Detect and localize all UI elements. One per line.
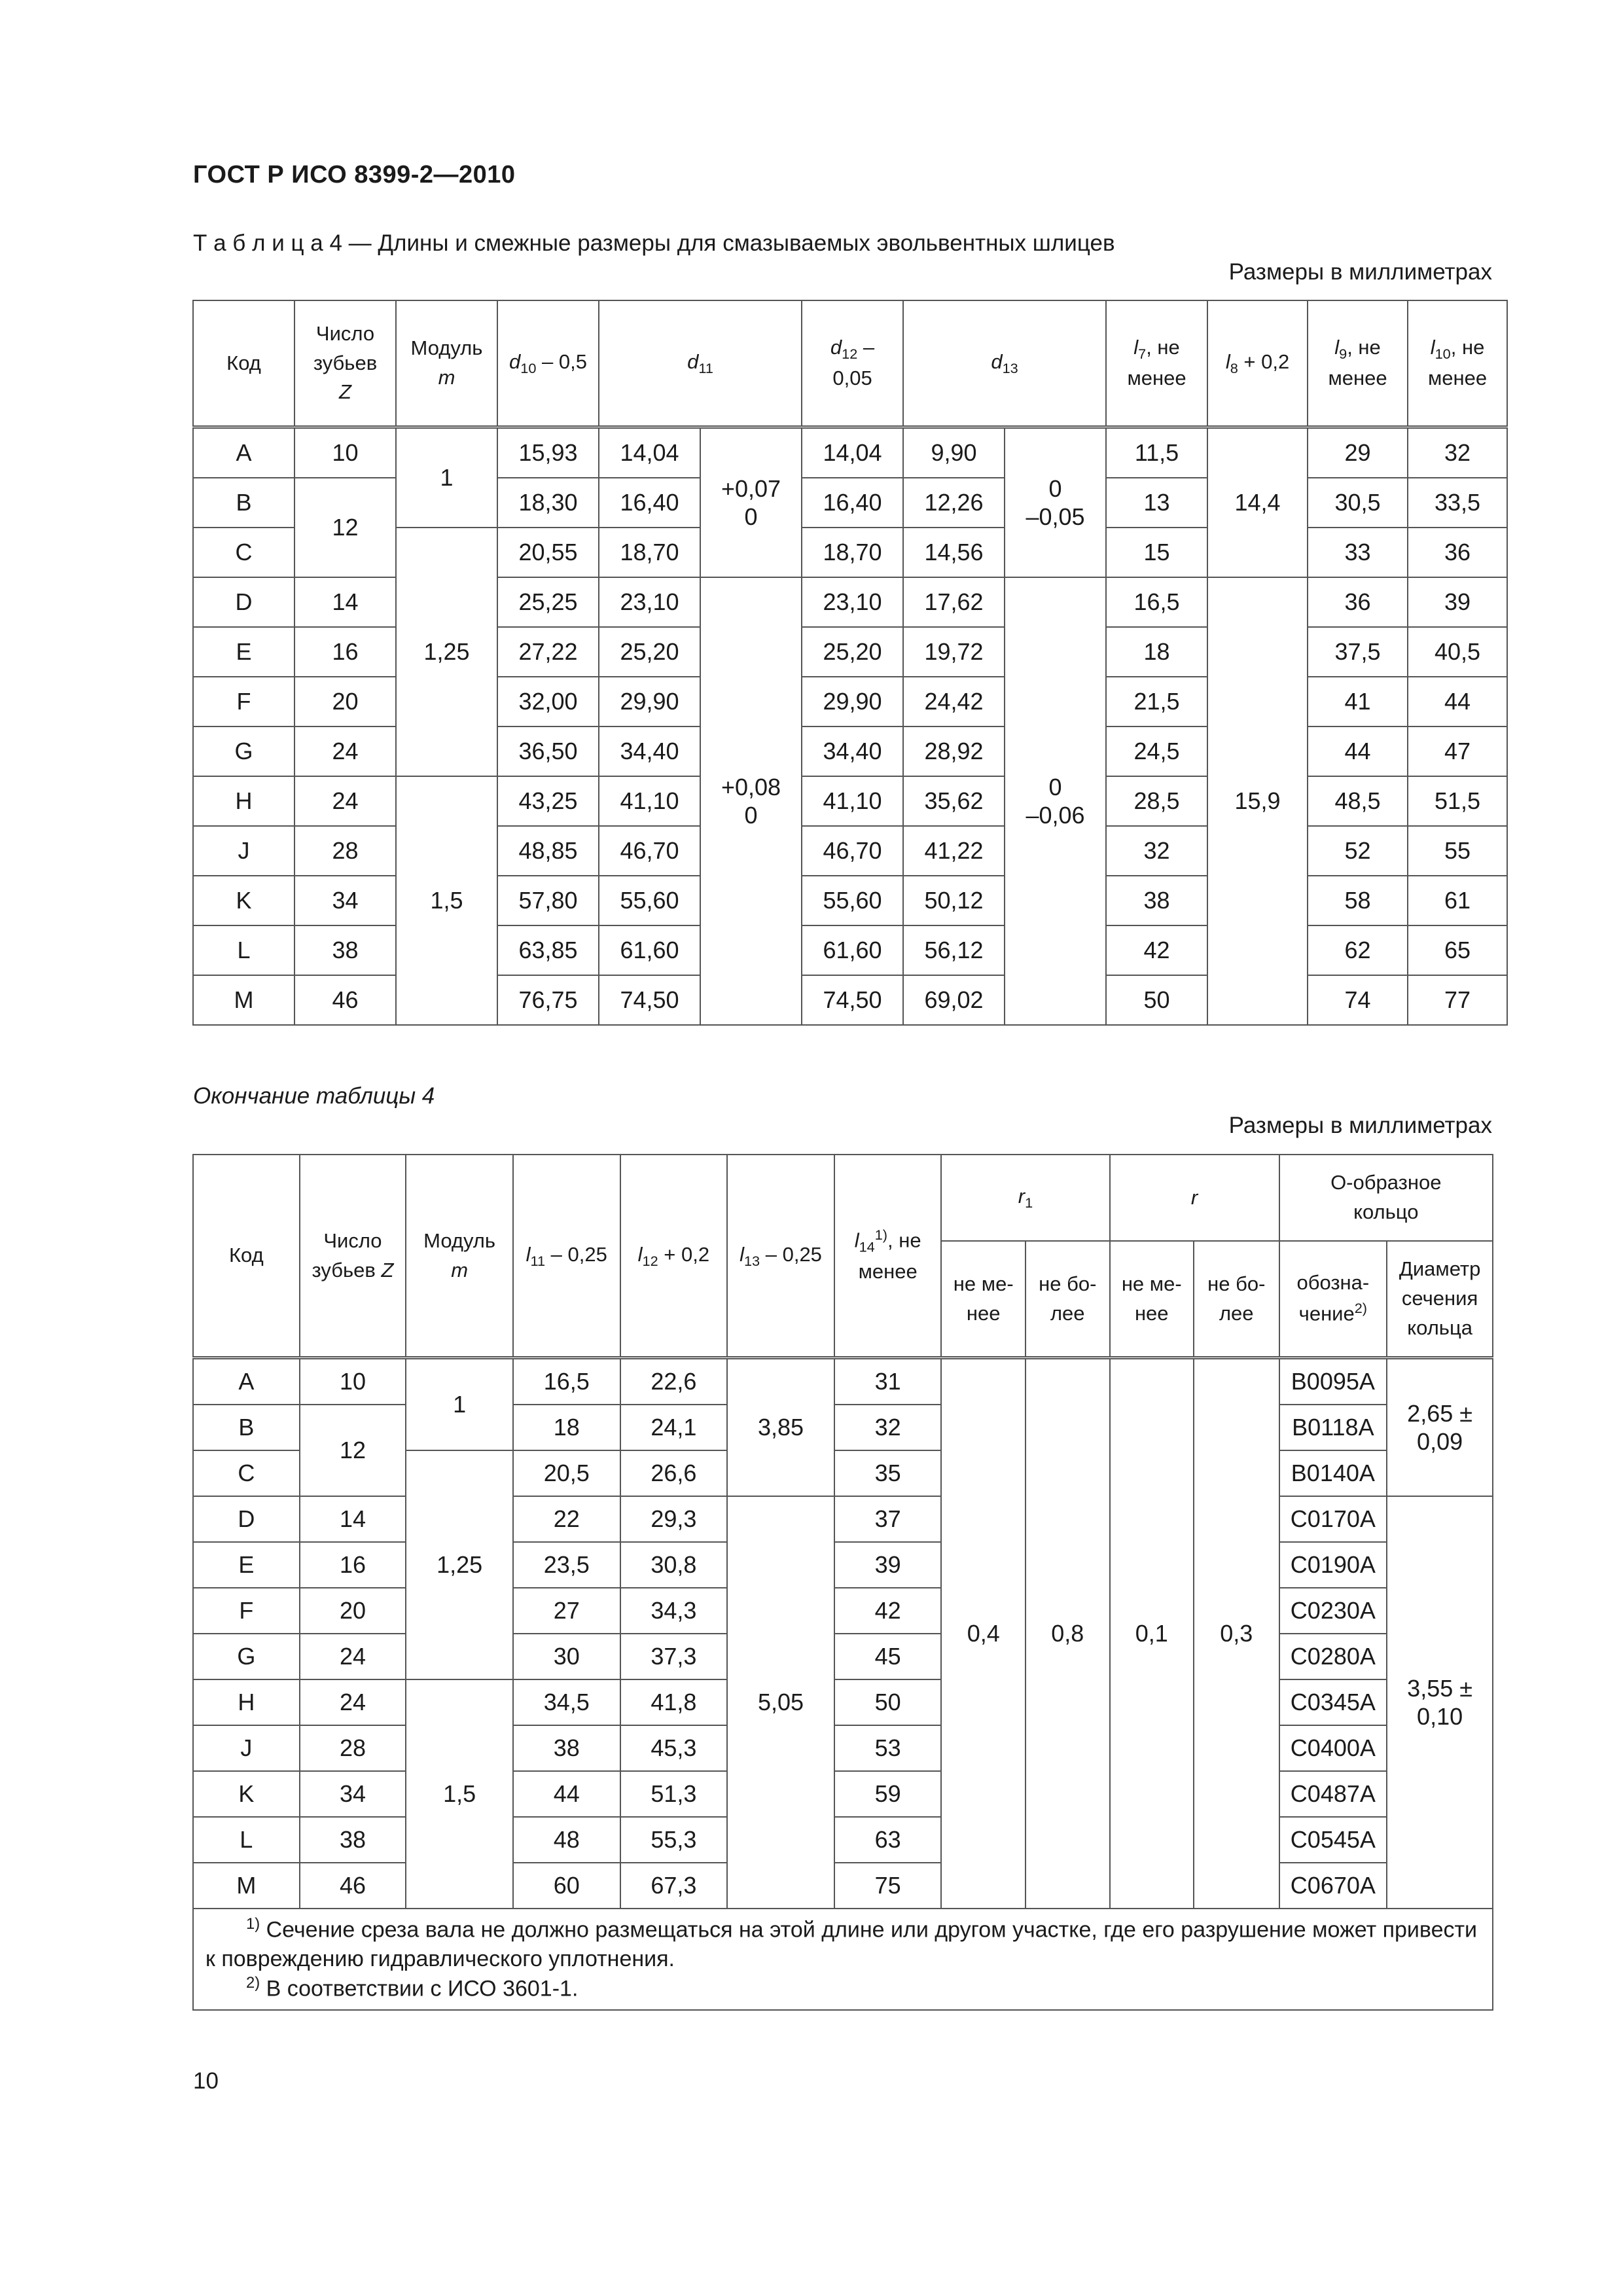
- cell-l7: 28,5: [1106, 776, 1207, 826]
- table-continuation-caption: Окончание таблицы 4: [193, 1083, 435, 1109]
- cell-l14: 59: [834, 1771, 942, 1817]
- cell-designation: B0140A: [1279, 1450, 1387, 1496]
- table-row: [193, 726, 1507, 776]
- cell-l12: 22,6: [620, 1358, 728, 1405]
- col-header-teeth: Число зубьев Z: [294, 300, 396, 427]
- col-header-code: Код: [193, 1155, 300, 1358]
- header-row: [193, 300, 1507, 427]
- table-row: [193, 1358, 1493, 1405]
- table-4: [192, 300, 1508, 1026]
- cell-l11: 38: [513, 1725, 620, 1771]
- cell-l10: 40,5: [1408, 627, 1507, 677]
- cell-d13: 41,22: [903, 826, 1005, 876]
- cell-l9: 48,5: [1308, 776, 1408, 826]
- units-note: Размеры в миллиметрах: [1228, 259, 1492, 285]
- table-row: [193, 1771, 1493, 1817]
- cell-l10: 51,5: [1408, 776, 1507, 826]
- cell-l7: 24,5: [1106, 726, 1207, 776]
- cell-teeth: 16: [294, 627, 396, 677]
- cell-l8: 14,4: [1207, 427, 1308, 578]
- cell-code: H: [193, 1679, 300, 1725]
- cell-r-min: 0,1: [1110, 1358, 1194, 1909]
- cell-teeth: 46: [300, 1863, 406, 1909]
- cell-code: D: [193, 577, 294, 627]
- cell-l7: 13: [1106, 478, 1207, 528]
- table-row: [193, 1725, 1493, 1771]
- cell-code: F: [193, 1588, 300, 1634]
- col-header-d13: $d_{13}$: [903, 300, 1106, 427]
- cell-code: M: [193, 975, 294, 1025]
- cell-d11-tolerance: +0,08 0: [700, 577, 802, 1025]
- cell-teeth: 24: [294, 726, 396, 776]
- cell-code: D: [193, 1496, 300, 1542]
- table-row: [193, 1588, 1493, 1634]
- cell-teeth: 34: [300, 1771, 406, 1817]
- cell-r1-min: 0,4: [941, 1358, 1026, 1909]
- cell-d12: 18,70: [802, 528, 903, 577]
- cell-l11: 16,5: [513, 1358, 620, 1405]
- col-header-d11: $d_{11}$: [599, 300, 802, 427]
- cell-d10: 36,50: [497, 726, 599, 776]
- col-header-d12: $d_{12}$ – 0,05: [802, 300, 903, 427]
- cell-d12: 61,60: [802, 925, 903, 975]
- col-header-l10: $l_{10}$, не менее: [1408, 300, 1507, 427]
- cell-teeth: 20: [300, 1588, 406, 1634]
- cell-code: C: [193, 1450, 300, 1496]
- cell-l7: 18: [1106, 627, 1207, 677]
- cell-l12: 30,8: [620, 1542, 728, 1588]
- cell-code: M: [193, 1863, 300, 1909]
- cell-teeth: 12: [300, 1405, 406, 1496]
- cell-code: L: [193, 1817, 300, 1863]
- cell-d11: 18,70: [599, 528, 700, 577]
- cell-l8: 15,9: [1207, 577, 1308, 1025]
- table-row: [193, 478, 1507, 528]
- cell-section-diameter: 2,65 ± 0,09: [1387, 1358, 1493, 1497]
- col-header-l13: $l_{13} - 0,25$: [727, 1155, 834, 1358]
- cell-l9: 74: [1308, 975, 1408, 1025]
- cell-module: 1,25: [396, 528, 497, 776]
- cell-teeth: 28: [294, 826, 396, 876]
- col-header-designation: обозна- чение$^{2)}$: [1279, 1241, 1387, 1358]
- cell-teeth: 12: [294, 478, 396, 577]
- cell-module: 1: [406, 1358, 513, 1451]
- cell-l11: 22: [513, 1496, 620, 1542]
- cell-d12: 14,04: [802, 427, 903, 478]
- cell-l12: 45,3: [620, 1725, 728, 1771]
- cell-l14: 37: [834, 1496, 942, 1542]
- cell-code: A: [193, 1358, 300, 1405]
- cell-d12: 74,50: [802, 975, 903, 1025]
- cell-d10: 25,25: [497, 577, 599, 627]
- cell-d13: 9,90: [903, 427, 1005, 478]
- page-number: 10: [193, 2068, 219, 2094]
- cell-l12: 24,1: [620, 1405, 728, 1450]
- cell-l7: 16,5: [1106, 577, 1207, 627]
- cell-l14: 42: [834, 1588, 942, 1634]
- cell-code: E: [193, 627, 294, 677]
- cell-l10: 55: [1408, 826, 1507, 876]
- cell-d10: 48,85: [497, 826, 599, 876]
- col-header-r-max: не бо- лее: [1194, 1241, 1279, 1358]
- cell-d10: 43,25: [497, 776, 599, 826]
- cell-l10: 39: [1408, 577, 1507, 627]
- cell-l9: 33: [1308, 528, 1408, 577]
- cell-l9: 41: [1308, 677, 1408, 726]
- cell-l11: 48: [513, 1817, 620, 1863]
- cell-d13: 35,62: [903, 776, 1005, 826]
- cell-designation: C0280A: [1279, 1634, 1387, 1679]
- col-header-r-min: не ме- нее: [1110, 1241, 1194, 1358]
- table-row: [193, 1863, 1493, 1909]
- table-row: [193, 975, 1507, 1025]
- table-row: [193, 1405, 1493, 1450]
- cell-l14: 45: [834, 1634, 942, 1679]
- cell-d11: 23,10: [599, 577, 700, 627]
- col-header-l9: $l_9$, не менее: [1308, 300, 1408, 427]
- table-row: [193, 677, 1507, 726]
- cell-d13: 14,56: [903, 528, 1005, 577]
- cell-d12: 55,60: [802, 876, 903, 925]
- cell-code: A: [193, 427, 294, 478]
- col-header-code: Код: [193, 300, 294, 427]
- cell-l11: 60: [513, 1863, 620, 1909]
- cell-d13-tolerance: 0 –0,06: [1005, 577, 1106, 1025]
- cell-d10: 76,75: [497, 975, 599, 1025]
- col-header-r1: $r_1$: [941, 1155, 1109, 1241]
- cell-l10: 32: [1408, 427, 1507, 478]
- cell-code: G: [193, 1634, 300, 1679]
- table-caption: Т а б л и ц а 4 — Длины и смежные размеры для смазываемых эвольвентных шлицев: [193, 230, 1115, 256]
- cell-l7: 11,5: [1106, 427, 1207, 478]
- cell-teeth: 24: [300, 1679, 406, 1725]
- cell-teeth: 20: [294, 677, 396, 726]
- cell-l14: 39: [834, 1542, 942, 1588]
- cell-l9: 30,5: [1308, 478, 1408, 528]
- cell-designation: C0345A: [1279, 1679, 1387, 1725]
- cell-l12: 29,3: [620, 1496, 728, 1542]
- cell-d13: 12,26: [903, 478, 1005, 528]
- cell-code: K: [193, 1771, 300, 1817]
- table-row: [193, 577, 1507, 627]
- cell-teeth: 34: [294, 876, 396, 925]
- table-row: [193, 1496, 1493, 1542]
- footnote-1: $^{1)}$ Сечение среза вала не должно размещаться на этой длине или другом участке, где его разрушение может привести к повреждению гидравлического уплотнения.: [205, 1915, 1478, 1971]
- col-header-l11: $l_{11} - 0,25$: [513, 1155, 620, 1358]
- cell-d11: 55,60: [599, 876, 700, 925]
- cell-code: B: [193, 1405, 300, 1450]
- cell-designation: C0170A: [1279, 1496, 1387, 1542]
- cell-l10: 77: [1408, 975, 1507, 1025]
- cell-d13: 56,12: [903, 925, 1005, 975]
- cell-l12: 51,3: [620, 1771, 728, 1817]
- cell-code: J: [193, 826, 294, 876]
- cell-designation: C0545A: [1279, 1817, 1387, 1863]
- cell-d12: 41,10: [802, 776, 903, 826]
- cell-l13: 5,05: [727, 1496, 834, 1909]
- cell-l14: 75: [834, 1863, 942, 1909]
- table-row: [193, 776, 1507, 826]
- cell-code: C: [193, 528, 294, 577]
- units-note: Размеры в миллиметрах: [1228, 1113, 1492, 1138]
- cell-teeth: 14: [300, 1496, 406, 1542]
- table-row: [193, 1634, 1493, 1679]
- cell-code: B: [193, 478, 294, 528]
- cell-teeth: 46: [294, 975, 396, 1025]
- table-row: [193, 1542, 1493, 1588]
- table-row: [193, 826, 1507, 876]
- col-header-section-diameter: Диаметр сечения кольца: [1387, 1241, 1493, 1358]
- cell-l14: 63: [834, 1817, 942, 1863]
- cell-d10: 63,85: [497, 925, 599, 975]
- cell-d11: 25,20: [599, 627, 700, 677]
- cell-l11: 30: [513, 1634, 620, 1679]
- cell-d13: 69,02: [903, 975, 1005, 1025]
- cell-l13: 3,85: [727, 1358, 834, 1497]
- cell-d13: 28,92: [903, 726, 1005, 776]
- cell-code: G: [193, 726, 294, 776]
- cell-d10: 18,30: [497, 478, 599, 528]
- cell-d13: 24,42: [903, 677, 1005, 726]
- col-header-l14: $l_{14}^{1)}$, не менее: [834, 1155, 942, 1358]
- table-row: [193, 925, 1507, 975]
- cell-code: F: [193, 677, 294, 726]
- cell-d11: 46,70: [599, 826, 700, 876]
- col-header-r1-max: не бо- лее: [1026, 1241, 1110, 1358]
- cell-teeth: 28: [300, 1725, 406, 1771]
- col-header-d10: $d_{10} - 0,5$: [497, 300, 599, 427]
- cell-d13: 17,62: [903, 577, 1005, 627]
- footnote-row: [193, 1909, 1493, 2010]
- table-row: [193, 1817, 1493, 1863]
- table-row: [193, 427, 1507, 478]
- cell-l14: 53: [834, 1725, 942, 1771]
- cell-d11: 34,40: [599, 726, 700, 776]
- cell-l12: 67,3: [620, 1863, 728, 1909]
- cell-teeth: 10: [300, 1358, 406, 1405]
- cell-d10: 32,00: [497, 677, 599, 726]
- cell-d10: 20,55: [497, 528, 599, 577]
- cell-d11: 14,04: [599, 427, 700, 478]
- cell-d13-tolerance: 0 –0,05: [1005, 427, 1106, 578]
- col-header-r: r: [1110, 1155, 1279, 1241]
- cell-d11: 61,60: [599, 925, 700, 975]
- cell-r-max: 0,3: [1194, 1358, 1279, 1909]
- cell-l14: 31: [834, 1358, 942, 1405]
- cell-l7: 15: [1106, 528, 1207, 577]
- cell-d13: 19,72: [903, 627, 1005, 677]
- cell-section-diameter: 3,55 ± 0,10: [1387, 1496, 1493, 1909]
- cell-d11: 74,50: [599, 975, 700, 1025]
- cell-code: J: [193, 1725, 300, 1771]
- cell-l12: 41,8: [620, 1679, 728, 1725]
- document-title: ГОСТ Р ИСО 8399-2—2010: [193, 161, 516, 188]
- cell-d10: 15,93: [497, 427, 599, 478]
- cell-d11: 29,90: [599, 677, 700, 726]
- cell-l10: 36: [1408, 528, 1507, 577]
- cell-l9: 62: [1308, 925, 1408, 975]
- cell-d13: 50,12: [903, 876, 1005, 925]
- cell-l7: 38: [1106, 876, 1207, 925]
- cell-d12: 46,70: [802, 826, 903, 876]
- cell-l7: 32: [1106, 826, 1207, 876]
- col-header-l12: $l_{12} + 0,2$: [620, 1155, 728, 1358]
- cell-l11: 23,5: [513, 1542, 620, 1588]
- cell-l11: 27: [513, 1588, 620, 1634]
- cell-module: 1,5: [406, 1679, 513, 1909]
- col-header-module: Модуль m: [406, 1155, 513, 1358]
- cell-l11: 18: [513, 1405, 620, 1450]
- cell-code: K: [193, 876, 294, 925]
- cell-teeth: 10: [294, 427, 396, 478]
- cell-l11: 20,5: [513, 1450, 620, 1496]
- cell-code: E: [193, 1542, 300, 1588]
- cell-l9: 36: [1308, 577, 1408, 627]
- table-row: [193, 627, 1507, 677]
- cell-l11: 34,5: [513, 1679, 620, 1725]
- cell-teeth: 16: [300, 1542, 406, 1588]
- cell-designation: B0095A: [1279, 1358, 1387, 1405]
- table-4-continuation: [192, 1154, 1493, 2011]
- cell-teeth: 38: [294, 925, 396, 975]
- cell-d10: 27,22: [497, 627, 599, 677]
- cell-d12: 29,90: [802, 677, 903, 726]
- cell-l12: 26,6: [620, 1450, 728, 1496]
- cell-designation: C0230A: [1279, 1588, 1387, 1634]
- cell-d10: 57,80: [497, 876, 599, 925]
- cell-module: 1,25: [406, 1450, 513, 1679]
- cell-teeth: 38: [300, 1817, 406, 1863]
- cell-l12: 55,3: [620, 1817, 728, 1863]
- cell-module: 1,5: [396, 776, 497, 1025]
- cell-l10: 47: [1408, 726, 1507, 776]
- cell-designation: C0190A: [1279, 1542, 1387, 1588]
- cell-l11: 44: [513, 1771, 620, 1817]
- footnote-2: $^{2)}$ В соответствии с ИСО 3601-1.: [246, 1973, 579, 2001]
- cell-l10: 61: [1408, 876, 1507, 925]
- cell-d11-tolerance: +0,07 0: [700, 427, 802, 578]
- cell-l7: 42: [1106, 925, 1207, 975]
- cell-l14: 32: [834, 1405, 942, 1450]
- cell-module: 1: [396, 427, 497, 528]
- cell-d12: 34,40: [802, 726, 903, 776]
- cell-l9: 37,5: [1308, 627, 1408, 677]
- cell-designation: C0670A: [1279, 1863, 1387, 1909]
- cell-designation: C0400A: [1279, 1725, 1387, 1771]
- cell-l12: 37,3: [620, 1634, 728, 1679]
- cell-l14: 35: [834, 1450, 942, 1496]
- cell-code: H: [193, 776, 294, 826]
- table-row: [193, 1679, 1493, 1725]
- cell-l10: 65: [1408, 925, 1507, 975]
- cell-teeth: 24: [294, 776, 396, 826]
- cell-teeth: 24: [300, 1634, 406, 1679]
- cell-l9: 52: [1308, 826, 1408, 876]
- col-header-l8: $l_8 + 0,2$: [1207, 300, 1308, 427]
- cell-l7: 50: [1106, 975, 1207, 1025]
- cell-d12: 23,10: [802, 577, 903, 627]
- cell-d12: 16,40: [802, 478, 903, 528]
- col-header-r1-min: не ме- нее: [941, 1241, 1026, 1358]
- cell-l7: 21,5: [1106, 677, 1207, 726]
- table-row: [193, 876, 1507, 925]
- cell-teeth: 14: [294, 577, 396, 627]
- cell-code: L: [193, 925, 294, 975]
- cell-l14: 50: [834, 1679, 942, 1725]
- cell-l9: 29: [1308, 427, 1408, 478]
- col-header-teeth: Число зубьев Z: [300, 1155, 406, 1358]
- cell-l10: 44: [1408, 677, 1507, 726]
- header-row: [193, 1155, 1493, 1241]
- cell-d11: 41,10: [599, 776, 700, 826]
- cell-d12: 25,20: [802, 627, 903, 677]
- col-header-l7: $l_7$, не менее: [1106, 300, 1207, 427]
- cell-l9: 58: [1308, 876, 1408, 925]
- col-header-o-ring: О-образное кольцо: [1279, 1155, 1493, 1241]
- cell-l9: 44: [1308, 726, 1408, 776]
- cell-l12: 34,3: [620, 1588, 728, 1634]
- cell-designation: C0487A: [1279, 1771, 1387, 1817]
- footnotes: [193, 1909, 1493, 2010]
- col-header-module: Модуль m: [396, 300, 497, 427]
- cell-l10: 33,5: [1408, 478, 1507, 528]
- cell-r1-max: 0,8: [1026, 1358, 1110, 1909]
- cell-designation: B0118A: [1279, 1405, 1387, 1450]
- cell-d11: 16,40: [599, 478, 700, 528]
